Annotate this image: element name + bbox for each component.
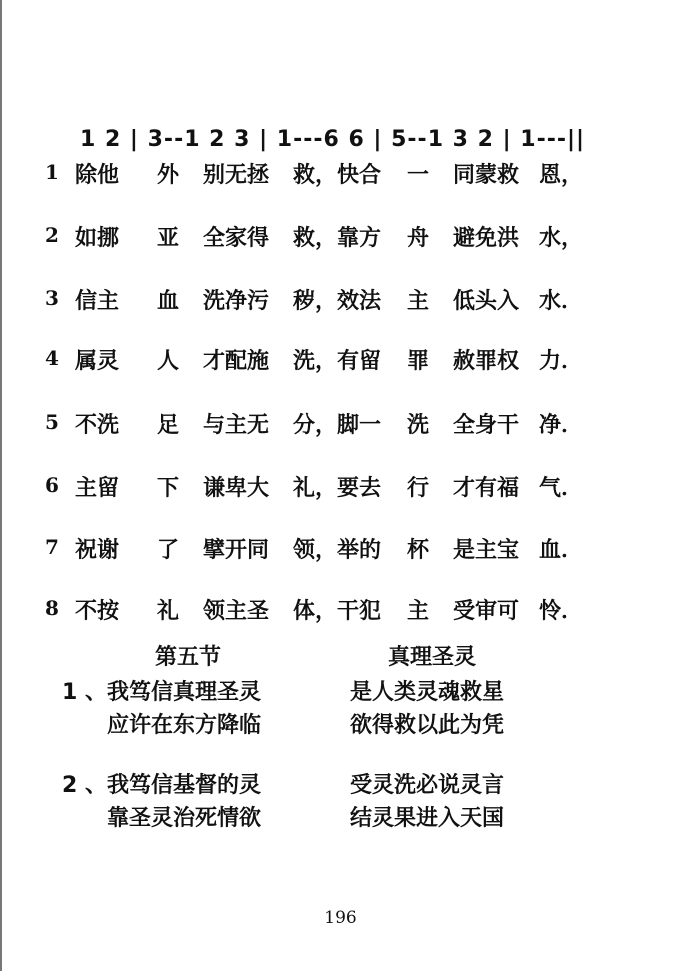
page-number: 196	[324, 908, 357, 928]
creed-number: 2 、	[62, 773, 107, 798]
verse-segment: 救，靠方	[293, 226, 382, 251]
verse-segment: 分，脚一	[293, 413, 382, 438]
verse-segment: 才有福	[453, 476, 520, 501]
verse-number: 1	[45, 160, 59, 184]
verse-segment: 足	[157, 413, 180, 438]
verse-segment: 领主圣	[203, 599, 270, 624]
creed-line: 我笃信真理圣灵	[107, 680, 262, 705]
verse-segment: 主	[407, 599, 430, 624]
verse-segment: 恩，	[539, 163, 584, 188]
verse-segment: 洗	[407, 413, 430, 438]
verse-segment: 罪	[407, 349, 430, 374]
verse-segment: 同蒙救	[453, 163, 520, 188]
verse-segment: 人	[157, 349, 180, 374]
creed-line: 应许在东方降临	[107, 713, 262, 738]
music-notation: 1 2 | 3--1 2 3 | 1---6 6 | 5--1 3 2 | 1---||	[80, 127, 586, 152]
verse-number: 4	[45, 346, 59, 370]
section-subtitle: 真理圣灵	[388, 645, 477, 670]
verse-line	[45, 284, 605, 320]
verse-segment: 外	[157, 163, 180, 188]
verse-segment: 是主宝	[453, 538, 520, 563]
verse-segment: 赦罪权	[453, 349, 520, 374]
verse-line	[45, 408, 605, 444]
verse-segment: 祝谢	[75, 538, 120, 563]
verse-segment: 避免洪	[453, 226, 520, 251]
verse-segment: 领，举的	[293, 538, 382, 563]
verse-line	[45, 533, 605, 569]
verse-segment: 净．	[539, 413, 584, 438]
verse-number: 5	[45, 410, 59, 434]
verse-number: 2	[45, 223, 59, 247]
verse-segment: 如挪	[75, 226, 120, 251]
verse-line	[45, 594, 605, 630]
creed-line: 欲得救以此为凭	[350, 713, 505, 738]
creed-line: 我笃信基督的灵	[107, 773, 262, 798]
verse-line	[45, 344, 605, 380]
creed-line: 靠圣灵治死情欲	[107, 806, 262, 831]
verse-segment: 不洗	[75, 413, 120, 438]
verse-segment: 水．	[539, 289, 584, 314]
section-title: 第五节	[155, 645, 222, 670]
creed-line: 受灵洗必说灵言	[350, 773, 505, 798]
verse-number: 7	[45, 535, 59, 559]
verse-segment: 洗，有留	[293, 349, 382, 374]
creed-line: 是人类灵魂救星	[350, 680, 505, 705]
verse-segment: 才配施	[203, 349, 270, 374]
verse-segment: 属灵	[75, 349, 120, 374]
verse-segment: 不按	[75, 599, 120, 624]
verse-segment: 礼，要去	[293, 476, 382, 501]
verse-segment: 一	[407, 163, 430, 188]
verse-segment: 救，快合	[293, 163, 382, 188]
verse-segment: 信主	[75, 289, 120, 314]
verse-number: 3	[45, 286, 59, 310]
verse-segment: 全家得	[203, 226, 270, 251]
verse-segment: 水，	[539, 226, 584, 251]
verse-segment: 舟	[407, 226, 430, 251]
verse-segment: 受审可	[453, 599, 520, 624]
verse-segment: 秽，效法	[293, 289, 382, 314]
verse-segment: 谦卑大	[203, 476, 270, 501]
verse-segment: 血．	[539, 538, 584, 563]
verse-segment: 洗净污	[203, 289, 270, 314]
verse-segment: 别无拯	[203, 163, 270, 188]
verse-segment: 主	[407, 289, 430, 314]
verse-line	[45, 158, 605, 194]
verse-segment: 下	[157, 476, 180, 501]
verse-segment: 全身干	[453, 413, 520, 438]
verse-segment: 低头入	[453, 289, 520, 314]
creed-line: 结灵果进入天国	[350, 806, 505, 831]
verse-segment: 主留	[75, 476, 120, 501]
creed-number: 1 、	[62, 680, 107, 705]
verse-segment: 体，干犯	[293, 599, 382, 624]
verse-segment: 行	[407, 476, 430, 501]
verse-segment: 礼	[157, 599, 180, 624]
verse-segment: 力．	[539, 349, 584, 374]
verse-line	[45, 471, 605, 507]
verse-line	[45, 221, 605, 257]
verse-segment: 怜．	[539, 599, 584, 624]
verse-segment: 气．	[539, 476, 584, 501]
verse-segment: 血	[157, 289, 180, 314]
verse-number: 8	[45, 596, 59, 620]
verse-segment: 除他	[75, 163, 120, 188]
verse-segment: 了	[157, 538, 180, 563]
verse-segment: 与主无	[203, 413, 270, 438]
verse-segment: 亚	[157, 226, 180, 251]
page-left-border	[0, 0, 2, 971]
verse-segment: 杯	[407, 538, 430, 563]
verse-segment: 擘开同	[203, 538, 270, 563]
verse-number: 6	[45, 473, 59, 497]
